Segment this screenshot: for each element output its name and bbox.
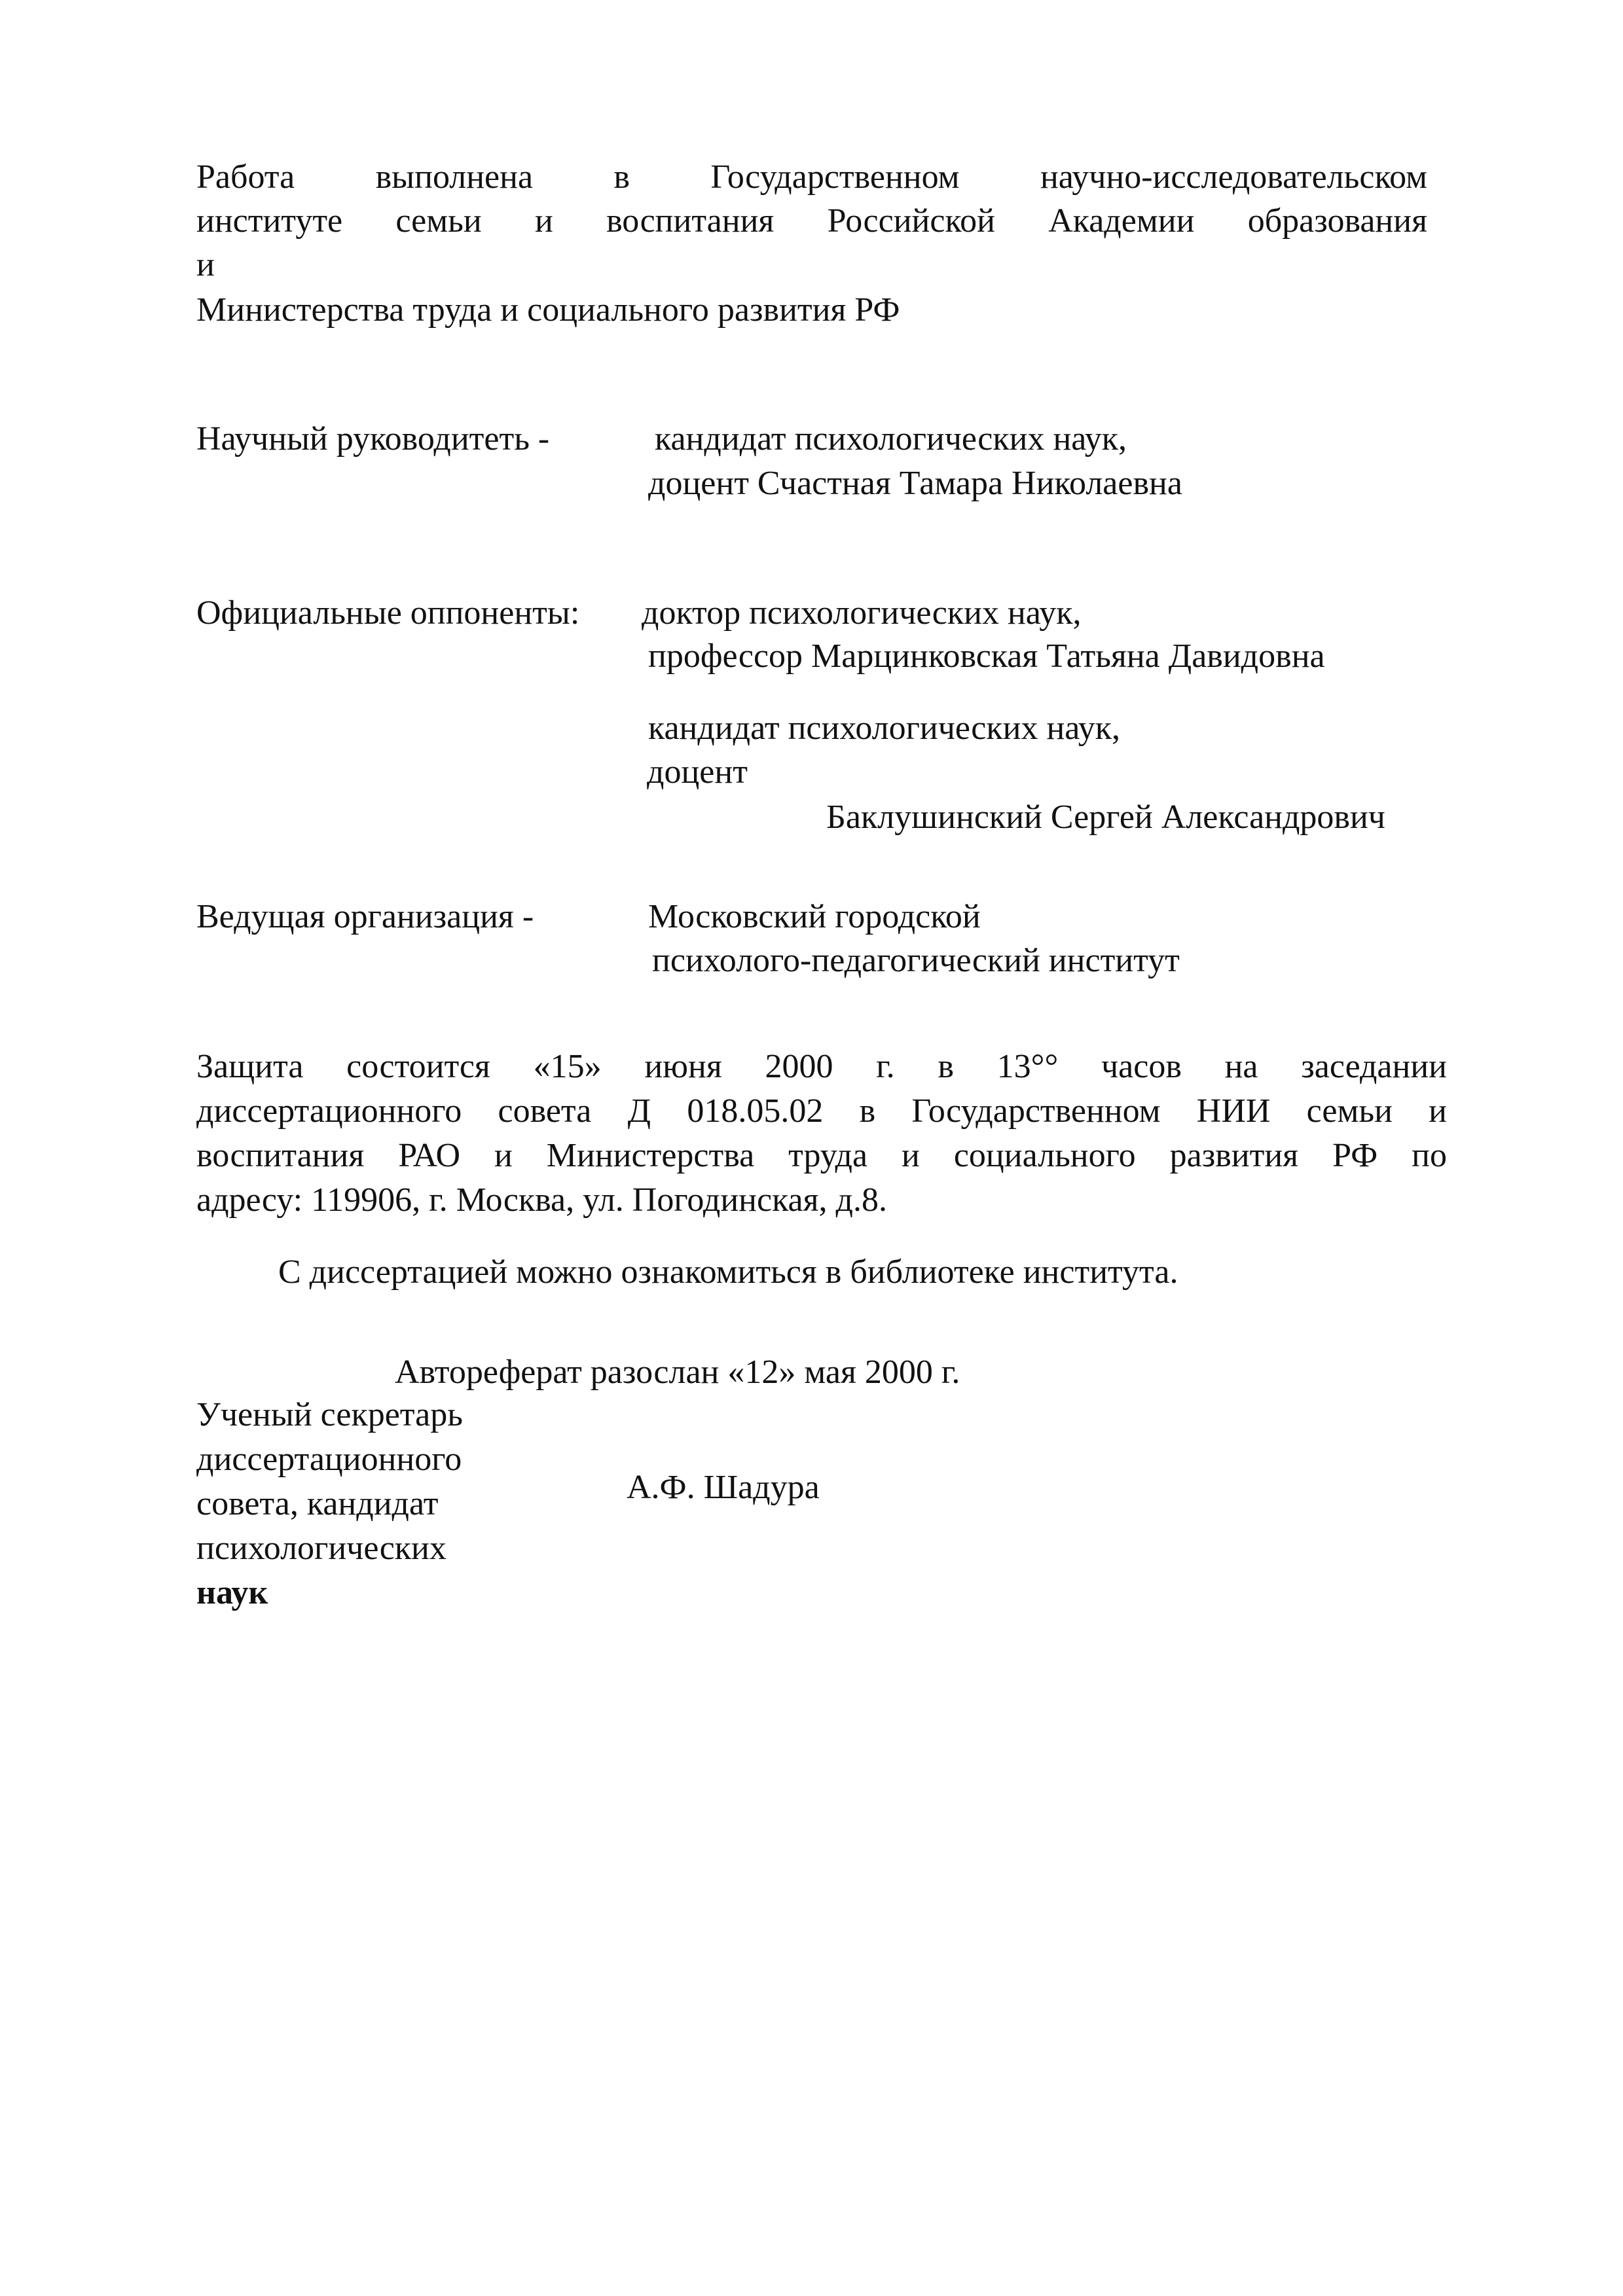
opponent-1-line-2: профессор Марцинковская Татьяна Давидовна [648, 637, 1325, 675]
intro-line-1: Работа выполнена в Государственном научно-исследовательском [196, 158, 1427, 196]
defense-line-3: воспитания РАО и Министерства труда и социального развития РФ по [196, 1137, 1447, 1174]
secretary-block [196, 1393, 498, 1615]
defense-line-1: Защита состоится «15» июня 2000 г. в 13°° часов на заседании [196, 1048, 1447, 1085]
leading-org-line-1: Московский городской [648, 898, 981, 935]
supervisor-label: Научный руководитеть - [196, 420, 550, 457]
opponent-2-line-3: Баклушинский Сергей Александрович [826, 798, 1385, 836]
mailing-date: Автореферат разослан «12» мая 2000 г. [395, 1354, 960, 1391]
opponent-2-line-1: кандидат психологических наук, [648, 709, 1120, 747]
secretary-line-2: диссертационного [196, 1441, 462, 1478]
leading-org-label: Ведущая организация - [196, 898, 534, 935]
intro-line-2: институте семьи и воспитания Российской Академии образования [196, 202, 1427, 240]
intro-line-4: Министерства труда и социального развития РФ [196, 291, 900, 329]
opponents-label: Официальные оппоненты: [196, 594, 580, 632]
defense-line-4: адресу: 119906, г. Москва, ул. Погодинская, д.8. [196, 1181, 888, 1219]
defense-line-2: диссертационного совета Д 018.05.02 в Государственном НИИ семьи и [196, 1092, 1447, 1130]
secretary-line-5: наук [196, 1574, 268, 1611]
secretary-name: А.Ф. Шадура [627, 1469, 820, 1506]
secretary-line-1: Ученый секретарь [196, 1396, 463, 1433]
opponent-2-line-2: доцент [647, 753, 748, 791]
leading-org-line-2: психолого-педагогический институт [652, 942, 1180, 979]
secretary-line-3: совета, кандидат [196, 1485, 439, 1522]
library-note: С диссертацией можно ознакомиться в библиотеке института. [278, 1253, 1178, 1291]
supervisor-line-1: кандидат психологических наук, [655, 420, 1127, 457]
supervisor-line-2: доцент Счастная Тамара Николаевна [648, 465, 1182, 502]
secretary-line-4: психологических [196, 1530, 447, 1567]
opponent-1-line-1: доктор психологических наук, [642, 594, 1082, 632]
intro-line-3: и [196, 246, 215, 283]
